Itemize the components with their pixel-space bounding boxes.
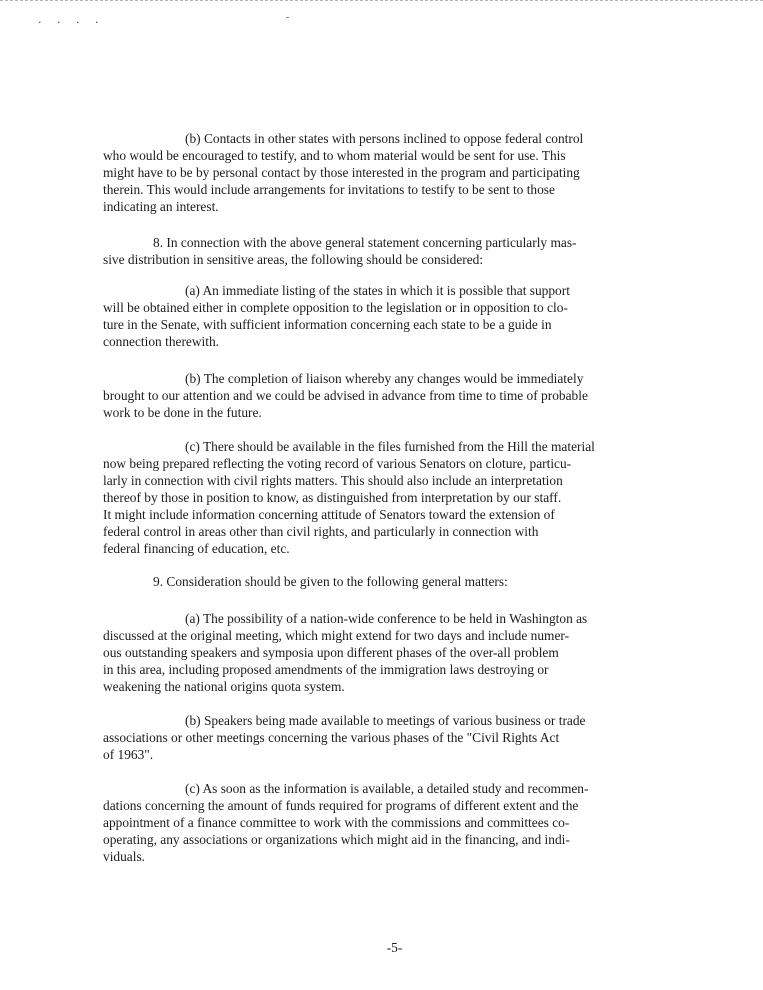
text-line: in this area, including proposed amendments of the immigration laws destroying or: [103, 662, 549, 677]
text-line: It might include information concerning attitude of Senators toward the extension of: [103, 507, 555, 522]
page-number: -5-: [386, 940, 403, 955]
text-line: discussed at the original meeting, which might extend for two days and include numer-: [103, 628, 570, 643]
paragraph-8b: [103, 370, 715, 421]
text-line: sive distribution in sensitive areas, the following should be considered:: [103, 252, 484, 267]
text-line: who would be encouraged to testify, and to whom material would be sent for use. This: [103, 148, 566, 163]
paragraph-8a: [103, 282, 715, 350]
text-line: (b) The completion of liaison whereby any changes would be immediately: [185, 371, 584, 386]
text-line: of 1963".: [103, 747, 154, 762]
paragraph-8c: [103, 438, 715, 557]
text-line: might have to be by personal contact by those interested in the program and participating: [103, 165, 580, 180]
text-line: therein. This would include arrangements for invitations to testify to be sent to those: [103, 182, 555, 197]
text-line: (c) There should be available in the files furnished from the Hill the material: [185, 439, 595, 454]
text-line: associations or other meetings concerning the various phases of the "Civil Rights Act: [103, 730, 560, 745]
text-line: (b) Speakers being made available to meetings of various business or trade: [185, 713, 586, 728]
text-line: larly in connection with civil rights matters. This should also include an interpretation: [103, 473, 563, 488]
text-line: (c) As soon as the information is available, a detailed study and recommen-: [185, 781, 589, 796]
text-line: connection therewith.: [103, 334, 220, 349]
text-line: operating, any associations or organizations which might aid in the financing, and indi-: [103, 832, 570, 847]
paragraph-9: [103, 573, 715, 590]
text-line: weakening the national origins quota system.: [103, 679, 345, 694]
text-line: now being prepared reflecting the voting record of various Senators on cloture, particu-: [103, 456, 572, 471]
text-line: federal control in areas other than civil rights, and particularly in connection with: [103, 524, 539, 539]
text-line: will be obtained either in complete opposition to the legislation or in opposition to clo-: [103, 300, 568, 315]
text-line: (a) An immediate listing of the states in which it is possible that support: [185, 283, 570, 298]
paragraph-9a: [103, 610, 715, 695]
text-line: (a) The possibility of a nation-wide conference to be held in Washington as: [185, 611, 588, 626]
text-line: (b) Contacts in other states with persons inclined to oppose federal control: [185, 131, 584, 146]
paragraph-8: [103, 234, 715, 268]
text-line: dations concerning the amount of funds required for programs of different extent and the: [103, 798, 579, 813]
paragraph-7b: [103, 130, 715, 215]
text-line: ous outstanding speakers and symposia upon different phases of the over-all problem: [103, 645, 559, 660]
text-line: viduals.: [103, 849, 146, 864]
text-line: 8. In connection with the above general statement concerning particularly mas-: [153, 235, 577, 250]
page-top-border: [0, 0, 763, 1]
paragraph-9c: [103, 780, 715, 865]
scan-mark: [286, 17, 289, 18]
corner-marks: · · · ·: [38, 16, 105, 29]
text-line: federal financing of education, etc.: [103, 541, 290, 556]
text-line: indicating an interest.: [103, 199, 219, 214]
paragraph-9b: [103, 712, 715, 763]
text-line: ture in the Senate, with sufficient information concerning each state to be a guide in: [103, 317, 552, 332]
text-line: appointment of a finance committee to work with the commissions and committees co-: [103, 815, 570, 830]
text-line: thereof by those in position to know, as distinguished from interpretation by our staff.: [103, 490, 562, 505]
text-line: work to be done in the future.: [103, 405, 262, 420]
text-line: brought to our attention and we could be advised in advance from time to time of probable: [103, 388, 588, 403]
text-line: 9. Consideration should be given to the following general matters:: [153, 574, 508, 589]
